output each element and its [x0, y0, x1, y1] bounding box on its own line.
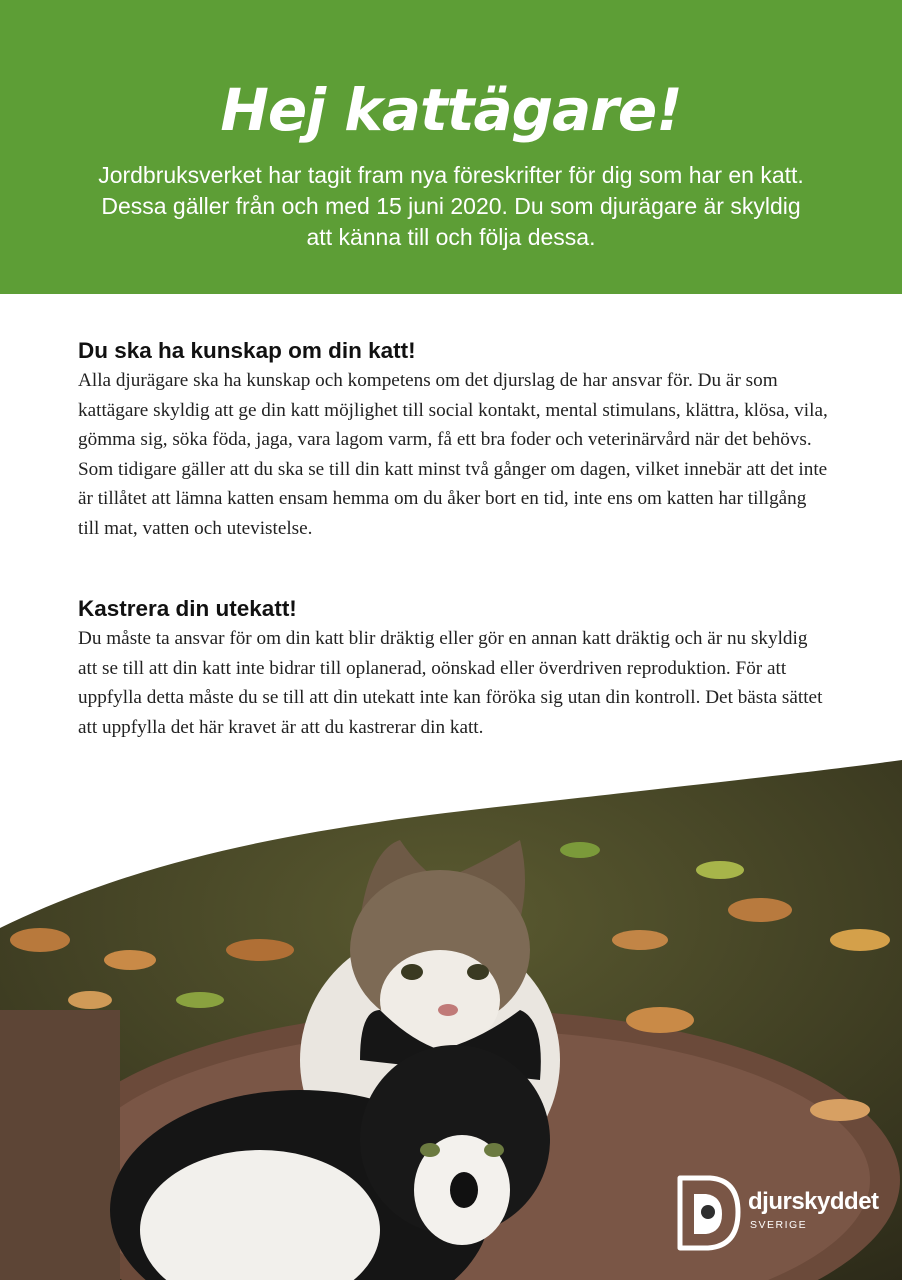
- page-title: Hej kattägare!: [220, 76, 682, 144]
- header-banner: [0, 0, 902, 294]
- djurskyddet-d-icon: [672, 1172, 742, 1252]
- section-heading: Kastrera din utekatt!: [78, 596, 297, 621]
- logo-name: djurskyddet: [748, 1188, 879, 1215]
- logo-subtitle: SVERIGE: [750, 1219, 808, 1231]
- section-neuter: [78, 594, 830, 742]
- intro-text: Jordbruksverket har tagit fram nya föreskrifter för dig som har en katt. Dessa gäller från och med 15 juni 2020. Du som djurägare är skyldig att känna till och följa dessa.: [98, 162, 804, 250]
- djurskyddet-logo: [672, 1172, 892, 1252]
- section-heading: Du ska ha kunskap om din katt!: [78, 338, 416, 363]
- section-body: Alla djurägare ska ha kunskap och kompetens om det djurslag de har ansvar för. Du är som kattägare skyldig att ge din katt möjlighet till social kontakt, mental stimulans, klättra, klösa, vila, gömma sig, söka föda, jaga, vara lagom varm, få ett bra foder och veterinärvård när det behövs. Som tidigare gäller att du ska se till din katt minst två gånger om dagen, vilket innebär att det inte är tillåtet att lämna katten ensam hemma om du åker bort en tid, inte ens om katten har tillgång till mat, vatten och utevistelse.: [78, 370, 828, 539]
- section-body: Du måste ta ansvar för om din katt blir dräktig eller gör en annan katt dräktig och är nu skyldig att se till att din katt inte bidrar till oplanerad, oönskad eller överdriven reproduktion. För att uppfylla detta måste du se till att din utekatt inte kan föröka sig utan din kontroll. Det bästa sättet att uppfylla det här kravet är att du kastrerar din katt.: [78, 628, 823, 738]
- section-knowledge: [78, 336, 830, 543]
